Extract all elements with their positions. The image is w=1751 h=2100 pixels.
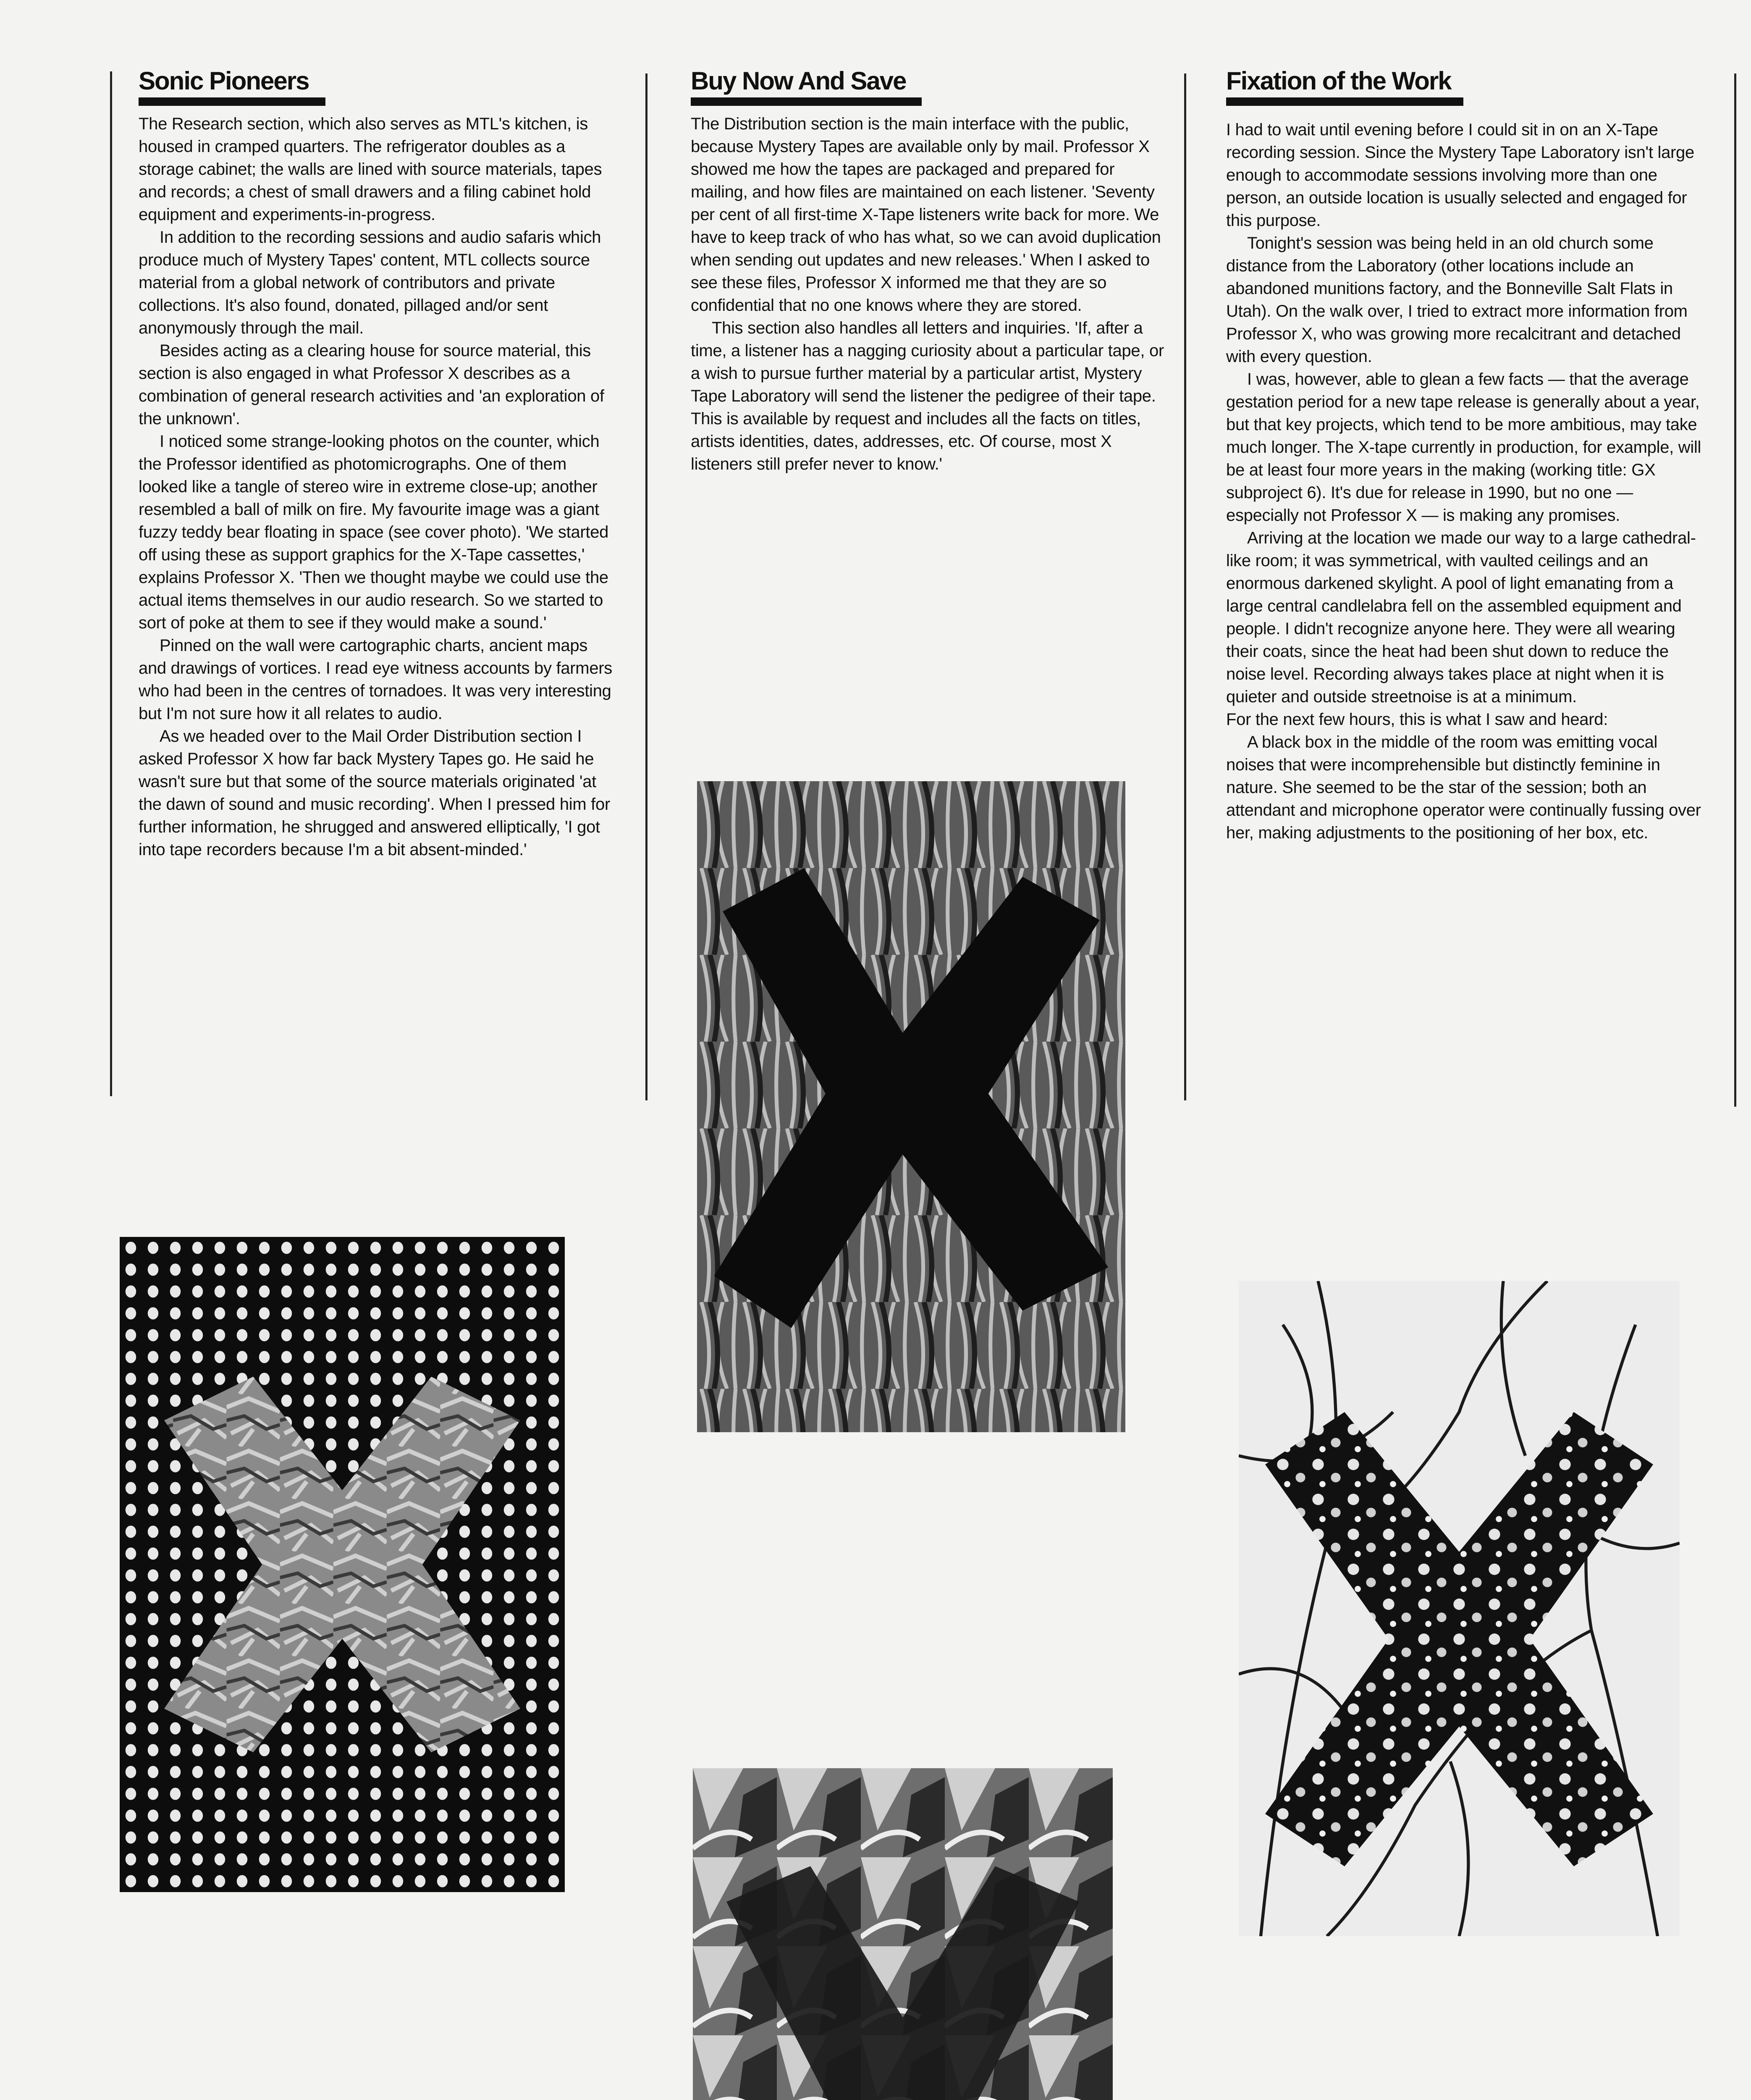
section-heading: Fixation of the Work [1226,67,1451,95]
paragraph: Tonight's session was being held in an old church some distance from the Laboratory (other locations include an abandoned munitions factory, and the Bonneville Salt Flats in Utah). On the walk over, I tried to extract more information from Professor X, who was growing more recalcitrant and detached with every question. [1226,234,1688,366]
heading-underline [691,97,922,106]
paragraph: The Research section, which also serves as MTL's kitchen, is housed in cramped quarters. The refrigerator doubles as a storage cabinet; the walls are lined with source materials, tapes and records; a chest of small drawers and a filing cabinet hold equipment and experiments-in-progress. [139,115,602,224]
column-sonic-pioneers [139,67,617,861]
x-photo-fibrous [697,781,1125,1432]
x-photo-dotted-grid [120,1237,565,1892]
paragraph: Arriving at the location we made our way to a large cathedral-like room; it was symmetrical, with vaulted ceilings and an enormous darkened skylight. A pool of light emanating from a large central candlelabra fell on the assembled equipment and people. I didn't recognize anyone here. They were all wearing their coats, since the heat had been shut down to reduce the noise level. Recording always takes place at night when it is quieter and outside streetnoise is at a minimum. [1226,529,1696,706]
x-photo-collage [693,1768,1113,2100]
heading-underline [139,97,325,106]
paragraph: I had to wait until evening before I could sit in on an X-Tape recording session. Since the Mystery Tape Laboratory isn't large enough to accommodate sessions involving more than one person, an outside location is usually selected and engaged for this purpose. [1226,121,1694,230]
paragraph: For the next few hours, this is what I saw and heard: [1226,710,1608,729]
column-rule-left [110,71,112,1096]
paragraph: I noticed some strange-looking photos on the counter, which the Professor identified as photomicrographs. One of them looked like a tangle of stereo wire in extreme close-up; another resembled a ball of milk on fire. My favourite image was a giant fuzzy teddy bear floating in space (see cover photo). 'We started off using these as support graphics for the X-Tape cassettes,' explains Professor X. 'Then we thought maybe we could use the actual items themselves in our audio research. So we started to sort of poke at them to see if they would make a sound.' [139,432,609,632]
heading-underline [1226,97,1463,106]
paragraph: I was, however, able to glean a few facts — that the average gestation period for a new tape release is generally about a year, but that key projects, which tend to be more ambitious, may take much longer. The X-tape currently in production, for example, will be at least four more years in the making (working title: GX subproject 6). It's due for release in 1990, but no one — especially not Professor X — is making any promises. [1226,370,1701,525]
paragraph: As we headed over to the Mail Order Distribution section I asked Professor X how far back Mystery Tapes go. He said he wasn't sure but that some of the source materials originated 'at the dawn of sound and music recording'. When I pressed him for further information, he shrugged and answered elliptically, 'I got into tape recorders because I'm a bit absent-minded.' [139,727,610,859]
paragraph: Pinned on the wall were cartographic charts, ancient maps and drawings of vortices. I read eye witness accounts by farmers who had been in the centres of tornadoes. It was very interesting but I'm not sure how it all relates to audio. [139,636,612,723]
paragraph: In addition to the recording sessions and audio safaris which produce much of Mystery Tapes' content, MTL collects source material from a global network of contributors and private collections. It's also found, donated, pillaged and/or sent anonymously through the mail. [139,228,601,337]
paragraph: A black box in the middle of the room was emitting vocal noises that were incomprehensible but distinctly feminine in nature. She seemed to be the star of the session; both an attendant and microphone operator were continually fussing over her, making adjustments to the positioning of her box, etc. [1226,733,1701,842]
paragraph: Besides acting as a clearing house for source material, this section is also engaged in what Professor X describes as a combination of general research activities and 'an exploration of the unknown'. [139,341,604,428]
column-rule-edge [1734,74,1736,1107]
column-rule-middle [645,74,647,1100]
paragraph: The Distribution section is the main interface with the public, because Mystery Tapes are available only by mail. Professor X showed me how the tapes are packaged and prepared for mailing, and how files are maintained on each listener. 'Seventy per cent of all first-time X-Tape listeners write back for more. We have to keep track of who has what, so we can avoid duplication when sending out updates and new releases.' When I asked to see these files, Professor X informed me that they are so confidential that no one knows where they are stored. [691,115,1161,315]
x-photo-branches [1239,1281,1680,1936]
column-buy-now [691,67,1167,475]
column-rule-right [1184,74,1186,1100]
paragraph: This section also handles all letters and inquiries. 'If, after a time, a listener has a nagging curiosity about a particular tape, or a wish to pursue further material by a particular artist, Mystery Tape Laboratory will send the listener the pedigree of their tape. This is available by request and includes all the facts on titles, artists identities, dates, addresses, etc. Of course, most X listeners still prefer never to know.' [691,319,1164,473]
section-heading: Buy Now And Save [691,67,906,95]
column-fixation [1226,67,1705,844]
section-heading: Sonic Pioneers [139,67,309,95]
